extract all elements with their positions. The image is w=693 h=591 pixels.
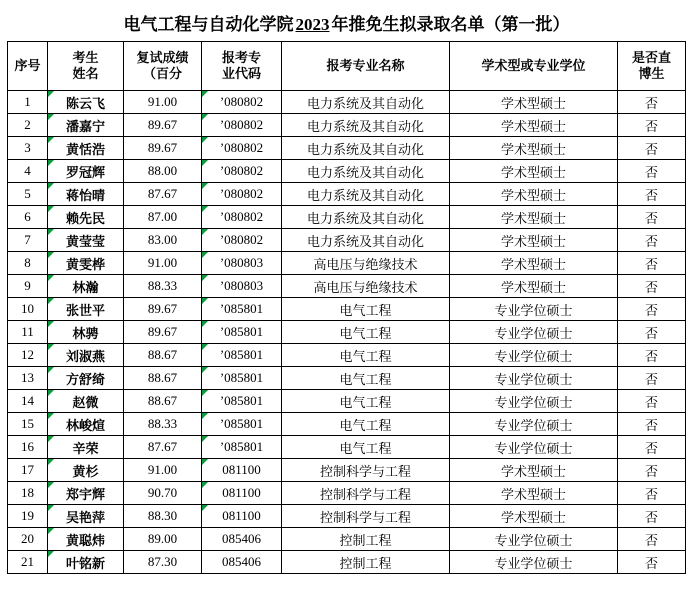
cell-direct-phd: 否 bbox=[618, 252, 686, 275]
table-row bbox=[8, 344, 686, 367]
cell-index: 10 bbox=[8, 298, 48, 321]
cell-score: 88.67 bbox=[124, 390, 202, 413]
table-row bbox=[8, 390, 686, 413]
cell-name: 吴艳萍 bbox=[48, 505, 124, 528]
cell-name: 叶铭新 bbox=[48, 551, 124, 574]
header-code-line2: 业代码 bbox=[221, 66, 261, 81]
cell-index: 14 bbox=[8, 390, 48, 413]
cell-major-code: 081100 bbox=[202, 505, 282, 528]
cell-degree-type: 专业学位硕士 bbox=[450, 321, 618, 344]
cell-name: 刘淑燕 bbox=[48, 344, 124, 367]
table-row bbox=[8, 206, 686, 229]
cell-index: 20 bbox=[8, 528, 48, 551]
cell-index: 5 bbox=[8, 183, 48, 206]
title-year: 2023 bbox=[295, 15, 330, 34]
cell-major-code: ’080802 bbox=[202, 114, 282, 137]
cell-major-code: ’080802 bbox=[202, 183, 282, 206]
table-row bbox=[8, 413, 686, 436]
cell-major-name: 电力系统及其自动化 bbox=[282, 160, 450, 183]
title-container bbox=[0, 0, 693, 41]
cell-major-code: ’080802 bbox=[202, 160, 282, 183]
table-row bbox=[8, 183, 686, 206]
cell-index: 15 bbox=[8, 413, 48, 436]
cell-name: 潘嘉宁 bbox=[48, 114, 124, 137]
header-score-line1: 复试成绩 bbox=[136, 50, 189, 65]
cell-direct-phd: 否 bbox=[618, 298, 686, 321]
header-name-line1: 考生 bbox=[72, 50, 99, 65]
cell-major-code: ’080803 bbox=[202, 275, 282, 298]
cell-major-code: ’085801 bbox=[202, 367, 282, 390]
table-row bbox=[8, 436, 686, 459]
cell-degree-type: 学术型硕士 bbox=[450, 505, 618, 528]
cell-score: 88.33 bbox=[124, 275, 202, 298]
table-row bbox=[8, 114, 686, 137]
cell-direct-phd: 否 bbox=[618, 275, 686, 298]
cell-major-name: 控制科学与工程 bbox=[282, 505, 450, 528]
cell-major-name: 控制工程 bbox=[282, 528, 450, 551]
cell-direct-phd: 否 bbox=[618, 436, 686, 459]
cell-index: 7 bbox=[8, 229, 48, 252]
cell-major-code: ’085801 bbox=[202, 321, 282, 344]
cell-name: 方舒绮 bbox=[48, 367, 124, 390]
cell-direct-phd: 否 bbox=[618, 413, 686, 436]
cell-score: 91.00 bbox=[124, 252, 202, 275]
cell-major-code: ’085801 bbox=[202, 390, 282, 413]
table-row bbox=[8, 252, 686, 275]
page-title bbox=[124, 10, 570, 35]
header-major-code bbox=[202, 42, 282, 91]
cell-name: 蒋怡晴 bbox=[48, 183, 124, 206]
header-name bbox=[48, 42, 124, 91]
cell-index: 16 bbox=[8, 436, 48, 459]
cell-major-name: 电气工程 bbox=[282, 390, 450, 413]
cell-direct-phd: 否 bbox=[618, 528, 686, 551]
cell-major-code: ’080802 bbox=[202, 229, 282, 252]
table-row bbox=[8, 482, 686, 505]
cell-score: 89.67 bbox=[124, 321, 202, 344]
header-code-line1: 报考专 bbox=[221, 50, 261, 65]
cell-direct-phd: 否 bbox=[618, 390, 686, 413]
cell-score: 91.00 bbox=[124, 91, 202, 114]
cell-score: 88.67 bbox=[124, 367, 202, 390]
cell-index: 6 bbox=[8, 206, 48, 229]
table-row bbox=[8, 505, 686, 528]
cell-degree-type: 学术型硕士 bbox=[450, 137, 618, 160]
table-row bbox=[8, 551, 686, 574]
cell-direct-phd: 否 bbox=[618, 91, 686, 114]
cell-degree-type: 学术型硕士 bbox=[450, 183, 618, 206]
header-degree-type: 学术型或专业学位 bbox=[450, 42, 618, 91]
cell-index: 1 bbox=[8, 91, 48, 114]
table-body bbox=[8, 91, 686, 574]
cell-major-name: 电力系统及其自动化 bbox=[282, 114, 450, 137]
table-row bbox=[8, 367, 686, 390]
cell-score: 87.67 bbox=[124, 436, 202, 459]
cell-direct-phd: 否 bbox=[618, 459, 686, 482]
cell-major-name: 电气工程 bbox=[282, 436, 450, 459]
cell-degree-type: 学术型硕士 bbox=[450, 252, 618, 275]
cell-direct-phd: 否 bbox=[618, 114, 686, 137]
cell-major-name: 高电压与绝缘技术 bbox=[282, 275, 450, 298]
cell-direct-phd: 否 bbox=[618, 229, 686, 252]
cell-major-code: 085406 bbox=[202, 551, 282, 574]
cell-major-code: ’085801 bbox=[202, 344, 282, 367]
cell-degree-type: 专业学位硕士 bbox=[450, 551, 618, 574]
cell-direct-phd: 否 bbox=[618, 551, 686, 574]
cell-score: 88.30 bbox=[124, 505, 202, 528]
table-row bbox=[8, 229, 686, 252]
table-header-row bbox=[8, 42, 686, 91]
cell-direct-phd: 否 bbox=[618, 505, 686, 528]
header-score bbox=[124, 42, 202, 91]
cell-major-code: 081100 bbox=[202, 459, 282, 482]
cell-index: 4 bbox=[8, 160, 48, 183]
cell-name: 郑宇辉 bbox=[48, 482, 124, 505]
table-row bbox=[8, 137, 686, 160]
cell-name: 张世平 bbox=[48, 298, 124, 321]
cell-score: 87.00 bbox=[124, 206, 202, 229]
cell-major-code: ’085801 bbox=[202, 298, 282, 321]
header-direct-phd bbox=[618, 42, 686, 91]
cell-major-name: 电力系统及其自动化 bbox=[282, 137, 450, 160]
table-row bbox=[8, 528, 686, 551]
cell-direct-phd: 否 bbox=[618, 344, 686, 367]
cell-degree-type: 学术型硕士 bbox=[450, 459, 618, 482]
cell-major-code: 085406 bbox=[202, 528, 282, 551]
cell-direct-phd: 否 bbox=[618, 160, 686, 183]
cell-major-code: ’085801 bbox=[202, 413, 282, 436]
cell-degree-type: 学术型硕士 bbox=[450, 114, 618, 137]
cell-name: 辛荣 bbox=[48, 436, 124, 459]
cell-index: 12 bbox=[8, 344, 48, 367]
cell-major-name: 电气工程 bbox=[282, 298, 450, 321]
cell-major-name: 电力系统及其自动化 bbox=[282, 206, 450, 229]
cell-major-name: 电气工程 bbox=[282, 413, 450, 436]
title-prefix: 电气工程与自动化学院 bbox=[123, 15, 294, 34]
header-major-name: 报考专业名称 bbox=[282, 42, 450, 91]
cell-direct-phd: 否 bbox=[618, 137, 686, 160]
cell-degree-type: 学术型硕士 bbox=[450, 206, 618, 229]
table-row bbox=[8, 298, 686, 321]
cell-degree-type: 专业学位硕士 bbox=[450, 298, 618, 321]
cell-score: 89.67 bbox=[124, 298, 202, 321]
table-row bbox=[8, 275, 686, 298]
cell-index: 8 bbox=[8, 252, 48, 275]
cell-major-name: 电气工程 bbox=[282, 367, 450, 390]
cell-index: 21 bbox=[8, 551, 48, 574]
table-row bbox=[8, 459, 686, 482]
cell-major-code: ’080802 bbox=[202, 206, 282, 229]
cell-name: 黄恬浩 bbox=[48, 137, 124, 160]
cell-name: 赵微 bbox=[48, 390, 124, 413]
cell-major-code: ’080802 bbox=[202, 137, 282, 160]
cell-score: 89.00 bbox=[124, 528, 202, 551]
cell-direct-phd: 否 bbox=[618, 183, 686, 206]
cell-index: 13 bbox=[8, 367, 48, 390]
cell-score: 90.70 bbox=[124, 482, 202, 505]
header-direct-line1: 是否直 bbox=[631, 50, 671, 65]
cell-degree-type: 学术型硕士 bbox=[450, 160, 618, 183]
cell-index: 3 bbox=[8, 137, 48, 160]
cell-major-name: 电力系统及其自动化 bbox=[282, 91, 450, 114]
cell-degree-type: 专业学位硕士 bbox=[450, 436, 618, 459]
cell-major-code: ’080802 bbox=[202, 91, 282, 114]
cell-direct-phd: 否 bbox=[618, 367, 686, 390]
cell-degree-type: 学术型硕士 bbox=[450, 482, 618, 505]
cell-major-name: 电气工程 bbox=[282, 344, 450, 367]
cell-name: 罗冠辉 bbox=[48, 160, 124, 183]
cell-name: 林骋 bbox=[48, 321, 124, 344]
cell-score: 83.00 bbox=[124, 229, 202, 252]
cell-name: 黄杉 bbox=[48, 459, 124, 482]
cell-score: 88.00 bbox=[124, 160, 202, 183]
cell-direct-phd: 否 bbox=[618, 482, 686, 505]
cell-index: 11 bbox=[8, 321, 48, 344]
header-direct-line2: 博生 bbox=[638, 66, 665, 81]
cell-degree-type: 专业学位硕士 bbox=[450, 528, 618, 551]
cell-score: 89.67 bbox=[124, 114, 202, 137]
cell-major-name: 控制工程 bbox=[282, 551, 450, 574]
cell-major-name: 控制科学与工程 bbox=[282, 459, 450, 482]
cell-name: 赖先民 bbox=[48, 206, 124, 229]
header-name-line2: 姓名 bbox=[72, 66, 99, 81]
cell-score: 88.33 bbox=[124, 413, 202, 436]
title-suffix: 年推免生拟录取名单（第一批） bbox=[331, 15, 570, 34]
cell-name: 黄雯桦 bbox=[48, 252, 124, 275]
cell-score: 91.00 bbox=[124, 459, 202, 482]
table-row bbox=[8, 321, 686, 344]
cell-name: 林瀚 bbox=[48, 275, 124, 298]
cell-direct-phd: 否 bbox=[618, 206, 686, 229]
cell-degree-type: 学术型硕士 bbox=[450, 275, 618, 298]
cell-major-code: ’080803 bbox=[202, 252, 282, 275]
cell-major-name: 电力系统及其自动化 bbox=[282, 229, 450, 252]
cell-degree-type: 专业学位硕士 bbox=[450, 367, 618, 390]
cell-name: 陈云飞 bbox=[48, 91, 124, 114]
cell-major-name: 控制科学与工程 bbox=[282, 482, 450, 505]
cell-score: 88.67 bbox=[124, 344, 202, 367]
cell-major-code: ’085801 bbox=[202, 436, 282, 459]
cell-score: 89.67 bbox=[124, 137, 202, 160]
cell-score: 87.67 bbox=[124, 183, 202, 206]
cell-major-name: 高电压与绝缘技术 bbox=[282, 252, 450, 275]
cell-degree-type: 学术型硕士 bbox=[450, 91, 618, 114]
cell-direct-phd: 否 bbox=[618, 321, 686, 344]
cell-name: 林峻煊 bbox=[48, 413, 124, 436]
cell-major-name: 电力系统及其自动化 bbox=[282, 183, 450, 206]
cell-degree-type: 专业学位硕士 bbox=[450, 390, 618, 413]
header-score-line2: （百分 bbox=[142, 66, 182, 81]
cell-degree-type: 专业学位硕士 bbox=[450, 413, 618, 436]
admission-roster-table bbox=[7, 41, 686, 574]
cell-index: 2 bbox=[8, 114, 48, 137]
table-row bbox=[8, 160, 686, 183]
cell-major-code: 081100 bbox=[202, 482, 282, 505]
cell-name: 黄莹莹 bbox=[48, 229, 124, 252]
cell-degree-type: 专业学位硕士 bbox=[450, 344, 618, 367]
cell-name: 黄聪炜 bbox=[48, 528, 124, 551]
header-index: 序号 bbox=[8, 42, 48, 91]
cell-index: 18 bbox=[8, 482, 48, 505]
cell-score: 87.30 bbox=[124, 551, 202, 574]
cell-index: 19 bbox=[8, 505, 48, 528]
cell-index: 9 bbox=[8, 275, 48, 298]
cell-degree-type: 学术型硕士 bbox=[450, 229, 618, 252]
cell-index: 17 bbox=[8, 459, 48, 482]
table-row bbox=[8, 91, 686, 114]
cell-major-name: 电气工程 bbox=[282, 321, 450, 344]
